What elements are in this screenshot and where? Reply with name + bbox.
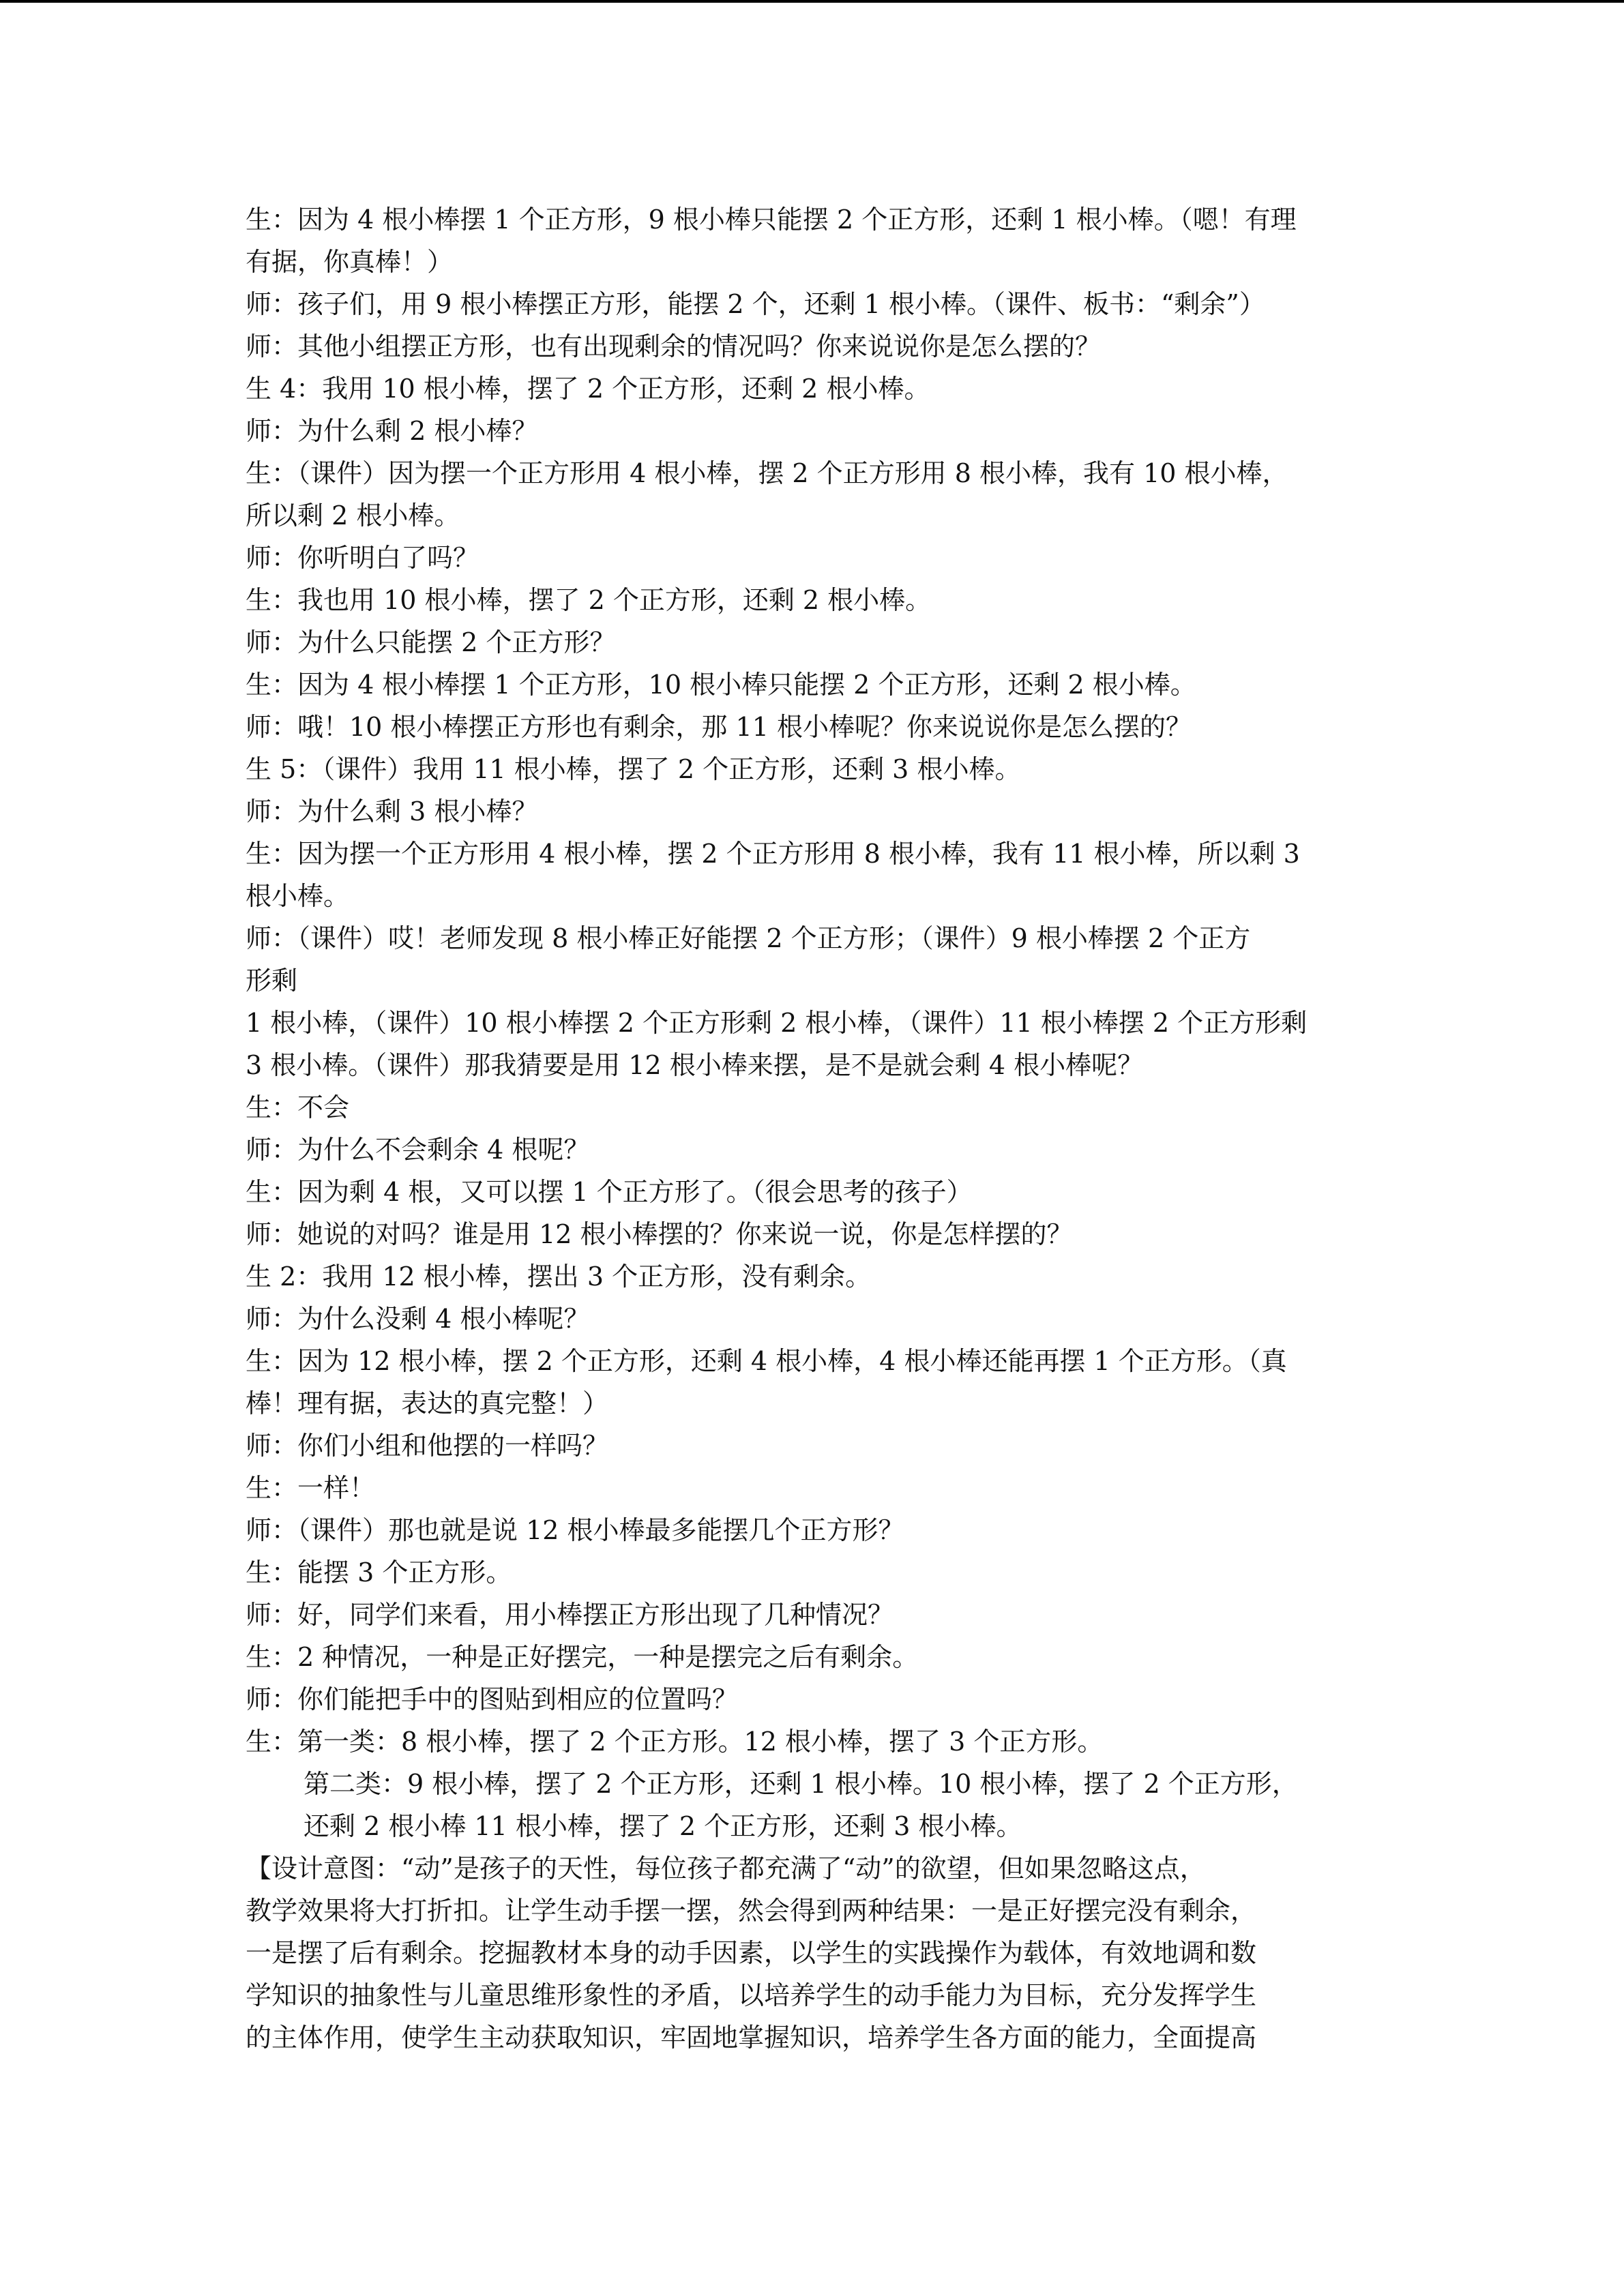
- text-line: 师：孩子们，用 9 根小棒摆正方形，能摆 2 个，还剩 1 根小棒。（课件、板书：“剩余”）: [246, 289, 1265, 319]
- text-line: 一是摆了后有剩余。挖掘教材本身的动手因素，以学生的实践操作为载体，有效地调和数: [246, 1938, 1257, 1968]
- text-line: 师：为什么只能摆 2 个正方形？: [246, 627, 616, 657]
- text-line-indented: 第二类：9 根小棒，摆了 2 个正方形，还剩 1 根小棒。10 根小棒，摆了 2 个正方形，: [304, 1769, 1298, 1799]
- text-line: 生 4：我用 10 根小棒，摆了 2 个正方形，还剩 2 根小棒。: [246, 374, 930, 404]
- text-line: 生：能摆 3 个正方形。: [246, 1557, 512, 1587]
- text-line: 师：你听明白了吗？: [246, 543, 479, 573]
- text-line: 【设计意图：“动”是孩子的天性，每位孩子都充满了“动”的欲望，但如果忽略这点，: [246, 1853, 1206, 1883]
- text-line: 师：你们小组和他摆的一样吗？: [246, 1431, 609, 1461]
- text-line: 生：一样！: [246, 1473, 376, 1503]
- text-line: 根小棒。: [246, 881, 350, 911]
- text-line: 生：因为 4 根小棒摆 1 个正方形，10 根小棒只能摆 2 个正方形，还剩 2 根小棒。: [246, 670, 1196, 700]
- text-line: 生 5：（课件）我用 11 根小棒，摆了 2 个正方形，还剩 3 根小棒。: [246, 754, 1021, 784]
- text-line: 师：为什么剩 2 根小棒？: [246, 416, 538, 446]
- text-line: 形剩: [246, 966, 298, 996]
- text-line: 生：（课件）因为摆一个正方形用 4 根小棒，摆 2 个正方形用 8 根小棒，我有 10 根小棒，: [246, 458, 1288, 488]
- text-line-indented: 还剩 2 根小棒 11 根小棒，摆了 2 个正方形，还剩 3 根小棒。: [304, 1811, 1022, 1841]
- text-line: 生：第一类：8 根小棒，摆了 2 个正方形。12 根小棒，摆了 3 个正方形。: [246, 1727, 1104, 1757]
- text-line: 有据，你真棒！）: [246, 247, 454, 277]
- text-line: 棒！理有据，表达的真完整！）: [246, 1388, 609, 1418]
- text-line: 师：其他小组摆正方形，也有出现剩余的情况吗？你来说说你是怎么摆的？: [246, 331, 1102, 361]
- text-line: 学知识的抽象性与儿童思维形象性的矛盾，以培养学生的动手能力为目标，充分发挥学生: [246, 1980, 1257, 2010]
- text-line: 师：（课件）哎！老师发现 8 根小棒正好能摆 2 个正方形；（课件）9 根小棒摆 2 个正方: [246, 923, 1251, 953]
- text-line: 生：因为摆一个正方形用 4 根小棒，摆 2 个正方形用 8 根小棒，我有 11 根小棒，所以剩 3: [246, 839, 1300, 869]
- text-line: 师：好，同学们来看，用小棒摆正方形出现了几种情况？: [246, 1600, 894, 1630]
- text-line: 所以剩 2 根小棒。: [246, 501, 460, 531]
- text-line: 教学效果将大打折扣。让学生动手摆一摆，然会得到两种结果：一是正好摆完没有剩余，: [246, 1896, 1257, 1926]
- text-line: 3 根小棒。（课件）那我猜要是用 12 根小棒来摆，是不是就会剩 4 根小棒呢？: [246, 1050, 1144, 1080]
- text-line: 师：为什么不会剩余 4 根呢？: [246, 1135, 590, 1165]
- text-line: 生：因为剩 4 根，又可以摆 1 个正方形了。（很会思考的孩子）: [246, 1177, 973, 1207]
- text-line: 师：她说的对吗？谁是用 12 根小棒摆的？你来说一说，你是怎样摆的？: [246, 1219, 1073, 1249]
- text-line: 生：我也用 10 根小棒，摆了 2 个正方形，还剩 2 根小棒。: [246, 585, 932, 615]
- text-line: 生：2 种情况，一种是正好摆完，一种是摆完之后有剩余。: [246, 1642, 919, 1672]
- text-line: 生：因为 4 根小棒摆 1 个正方形，9 根小棒只能摆 2 个正方形，还剩 1 根小棒。（嗯！有理: [246, 205, 1297, 235]
- text-line: 师：哦！10 根小棒摆正方形也有剩余，那 11 根小棒呢？你来说说你是怎么摆的？: [246, 712, 1192, 742]
- text-line: 师：（课件）那也就是说 12 根小棒最多能摆几个正方形？: [246, 1515, 904, 1545]
- text-line: 生：因为 12 根小棒，摆 2 个正方形，还剩 4 根小棒，4 根小棒还能再摆 1 个正方形。（真: [246, 1346, 1287, 1376]
- text-line: 师：为什么剩 3 根小棒？: [246, 796, 538, 826]
- text-line: 生：不会: [246, 1092, 350, 1122]
- text-line: 生 2：我用 12 根小棒，摆出 3 个正方形，没有剩余。: [246, 1262, 872, 1292]
- text-line: 1 根小棒，（课件）10 根小棒摆 2 个正方形剩 2 根小棒，（课件）11 根小棒摆 2 个正方形剩: [246, 1008, 1308, 1038]
- text-line: 的主体作用，使学生主动获取知识，牢固地掌握知识，培养学生各方面的能力，全面提高: [246, 2023, 1257, 2053]
- text-line: 师：为什么没剩 4 根小棒呢？: [246, 1304, 590, 1334]
- text-line: 师：你们能把手中的图贴到相应的位置吗？: [246, 1684, 739, 1714]
